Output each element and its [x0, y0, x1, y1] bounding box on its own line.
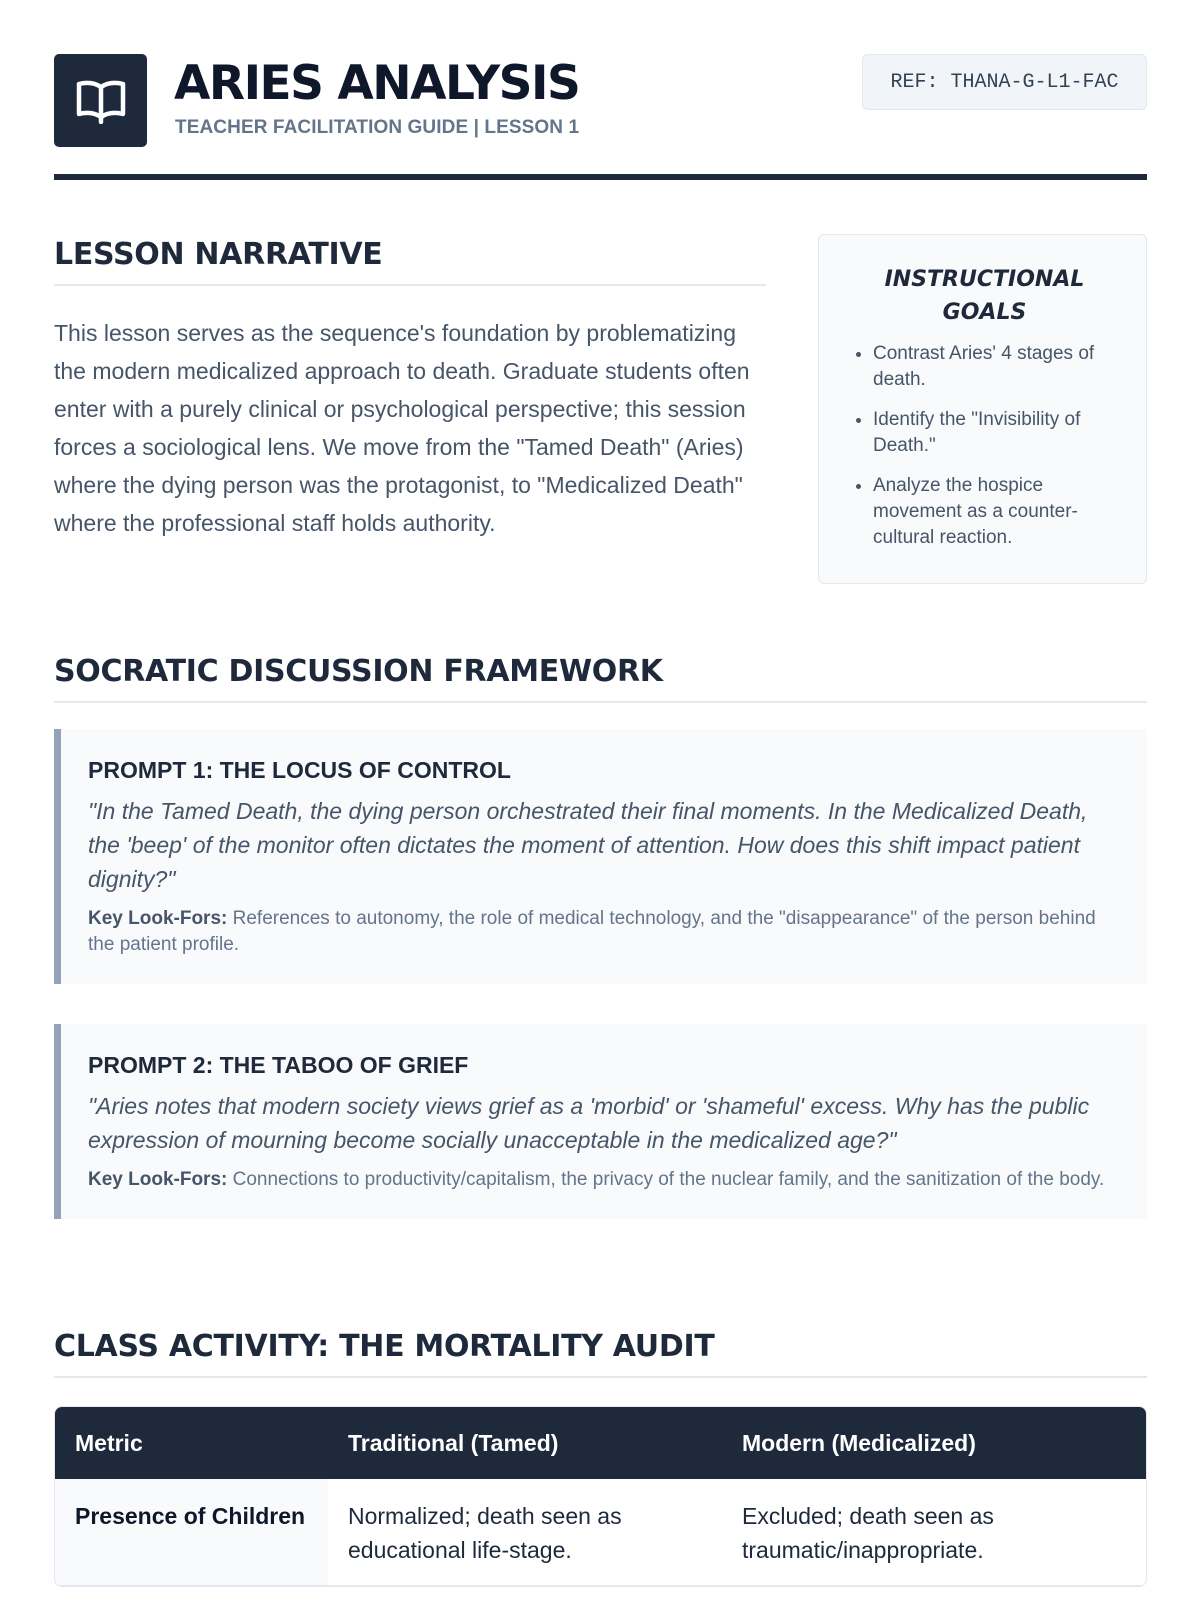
- goal-item: • Analyze the hospice movement as a counter-cultural reaction.: [873, 473, 1124, 551]
- look-fors-text: Connections to productivity/capitalism, the privacy of the nuclear family, and the sanitization of the body.: [227, 1169, 1105, 1190]
- look-fors-text: References to autonomy, the role of medical technology, and the "disappearance" of the person behind the patient profile.: [88, 908, 1096, 955]
- instructional-goals-box: [818, 234, 1147, 584]
- look-fors-label: Key Look-Fors:: [88, 908, 228, 929]
- facilitation-guide-page: [54, 54, 1147, 1563]
- socratic-discussion-heading: SOCRATIC DISCUSSION FRAMEWORK: [54, 654, 1147, 703]
- instructional-goals-list: [845, 341, 1124, 551]
- instructional-goals-heading: INSTRUCTIONAL GOALS: [884, 267, 1085, 325]
- column-header-traditional: Traditional (Tamed): [328, 1407, 722, 1479]
- discussion-prompt-card: [54, 1024, 1147, 1219]
- goal-item: • Contrast Aries' 4 stages of death.: [873, 341, 1124, 393]
- document-title: ARIES ANALYSIS: [174, 56, 580, 111]
- class-activity-heading: CLASS ACTIVITY: THE MORTALITY AUDIT: [54, 1329, 1147, 1378]
- column-header-metric: Metric: [55, 1407, 328, 1479]
- open-book-icon: [75, 78, 127, 124]
- discussion-prompt-card: [54, 729, 1147, 984]
- class-activity-section: [54, 1329, 1147, 1587]
- document-header: [54, 54, 1147, 180]
- prompt-look-fors: [88, 1167, 1117, 1193]
- look-fors-label: Key Look-Fors:: [88, 1169, 228, 1190]
- reference-badge: REF: THANA-G-L1-FAC: [862, 54, 1147, 110]
- prompt-title: PROMPT 1: THE LOCUS OF CONTROL: [88, 757, 511, 783]
- prompt-quote: "Aries notes that modern society views grief as a 'morbid' or 'shameful' excess. Why has the public expression of mourning become socially unacceptable in the medicalized age?": [88, 1093, 1090, 1153]
- prompt-look-fors: [88, 906, 1117, 958]
- lesson-narrative-heading: LESSON NARRATIVE: [54, 237, 766, 286]
- logo: [54, 54, 147, 147]
- modern-cell: Excluded; death seen as traumatic/inappropriate.: [722, 1479, 1146, 1586]
- traditional-cell: Normalized; death seen as educational life-stage.: [328, 1479, 722, 1586]
- lesson-narrative-section: [54, 237, 766, 542]
- metric-cell: Presence of Children: [55, 1479, 328, 1586]
- mortality-audit-table: [54, 1406, 1147, 1587]
- column-header-modern: Modern (Medicalized): [722, 1407, 1146, 1479]
- document-subtitle: TEACHER FACILITATION GUIDE | LESSON 1: [175, 117, 580, 138]
- lesson-narrative-text: This lesson serves as the sequence's foundation by problematizing the modern medicalized approach to death. Graduate students often enter with a purely clinical or psychological perspective; this session forces a sociological lens. We move from the "Tamed Death" (Aries) where the dying person was the protagonist, to "Medicalized Death" where the professional staff holds authority.: [54, 320, 750, 536]
- goal-item: • Identify the "Invisibility of Death.": [873, 407, 1124, 459]
- prompt-quote: "In the Tamed Death, the dying person orchestrated their final moments. In the Medicalized Death, the 'beep' of the monitor often dictates the moment of attention. How does this shift impact patient dignity?": [88, 798, 1088, 892]
- table-row: [55, 1479, 1146, 1586]
- table-header-row: [55, 1407, 1146, 1479]
- socratic-discussion-section: [54, 654, 1147, 1219]
- prompt-title: PROMPT 2: THE TABOO OF GRIEF: [88, 1052, 469, 1078]
